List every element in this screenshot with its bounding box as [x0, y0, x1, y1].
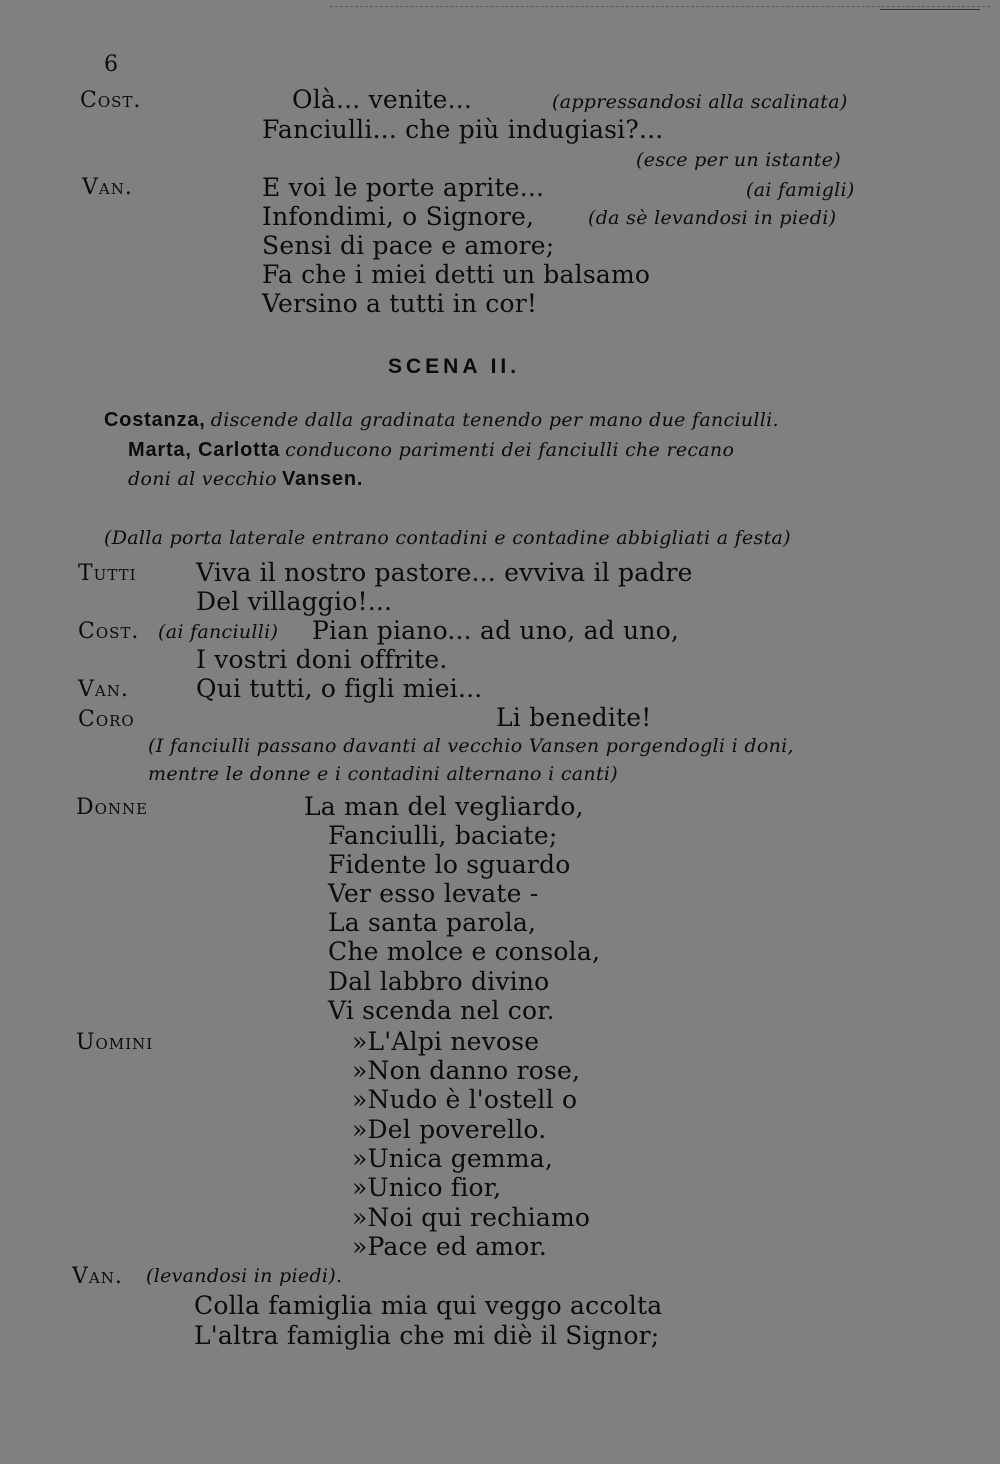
verse-line: Fanciulli, baciate;: [328, 821, 558, 850]
page-number: 6: [104, 52, 118, 77]
stage-direction: (I fanciulli passano davanti al vecchio Vansen porgendogli i doni,: [148, 735, 794, 757]
stage-direction: (levandosi in piedi).: [146, 1265, 343, 1287]
verse-line: »Unico fior,: [352, 1173, 502, 1202]
verse-line: La santa parola,: [328, 908, 537, 937]
stage-direction: doni al vecchio: [128, 468, 277, 490]
verse-line: Fanciulli... che più indugiasi?...: [262, 115, 664, 144]
verse-line: Li benedite!: [496, 703, 652, 732]
stage-direction: conducono parimenti dei fanciulli che recano: [285, 439, 735, 461]
verse-line: Colla famiglia mia qui veggo accolta: [194, 1291, 663, 1320]
stage-direction: mentre le donne e i contadini alternano i canti): [148, 763, 618, 785]
scene-title: SCENA II.: [388, 355, 521, 378]
verse-line: Viva il nostro pastore... evviva il padre: [196, 558, 693, 587]
character-name: Costanza,: [104, 409, 206, 431]
verse-line: Pian piano... ad uno, ad uno,: [312, 616, 680, 645]
verse-line: Dal labbro divino: [328, 967, 550, 996]
stage-direction: discende dalla gradinata tenendo per mano due fanciulli.: [210, 409, 779, 431]
verse-line: »Nudo è l'ostell o: [352, 1085, 578, 1114]
speaker-van: Van.: [72, 1264, 123, 1289]
verse-line: La man del vegliardo,: [304, 792, 584, 821]
speaker-tutti: Tutti: [78, 561, 137, 586]
verse-line: »Non danno rose,: [352, 1056, 581, 1085]
verse-line: »Del poverello.: [352, 1115, 547, 1144]
verse-line: L'altra famiglia che mi diè il Signor;: [194, 1321, 660, 1350]
verse-line: Del villaggio!...: [196, 587, 393, 616]
stage-direction: (da sè levandosi in piedi): [588, 207, 837, 229]
speaker-van: Van.: [82, 175, 133, 200]
character-name: Marta, Carlotta: [128, 439, 281, 461]
verse-line: Olà... venite...: [292, 85, 473, 114]
verse-line: »Noi qui rechiamo: [352, 1203, 591, 1232]
verse-line: »Pace ed amor.: [352, 1232, 547, 1261]
speaker-van: Van.: [78, 677, 129, 702]
stage-direction-line: [128, 469, 363, 489]
speaker-cost: Cost.: [78, 619, 140, 644]
stage-direction: (esce per un istante): [636, 149, 841, 171]
verse-line: Vi scenda nel cor.: [328, 996, 555, 1025]
speaker-uomini: Uomini: [76, 1030, 154, 1055]
verse-line: I vostri doni offrite.: [196, 645, 448, 674]
verse-line: »L'Alpi nevose: [352, 1027, 540, 1056]
speaker-cost: Cost.: [80, 88, 142, 113]
scan-top-edge-line-right: [880, 9, 980, 10]
verse-line: Sensi di pace e amore;: [262, 231, 555, 260]
verse-line: Che molce e consola,: [328, 937, 601, 966]
speaker-coro: Coro: [78, 707, 135, 732]
verse-line: Qui tutti, o figli miei...: [196, 674, 483, 703]
verse-line: Infondimi, o Signore,: [262, 202, 535, 231]
stage-direction: (appressandosi alla scalinata): [552, 91, 848, 113]
stage-direction: (Dalla porta laterale entrano contadini e contadine abbigliati a festa): [104, 527, 791, 549]
character-name: Vansen.: [282, 468, 364, 490]
speaker-donne: Donne: [76, 795, 149, 820]
stage-direction: (ai famigli): [746, 179, 855, 201]
verse-line: Fa che i miei detti un balsamo: [262, 260, 651, 289]
verse-line: Ver esso levate -: [328, 879, 539, 908]
verse-line: Versino a tutti in cor!: [262, 289, 538, 318]
verse-line: »Unica gemma,: [352, 1144, 553, 1173]
verse-line: E voi le porte aprite...: [262, 173, 545, 202]
stage-direction-line: [104, 410, 779, 430]
stage-direction-line: [128, 440, 734, 460]
stage-direction: (ai fanciulli): [158, 621, 279, 643]
verse-line: Fidente lo sguardo: [328, 850, 571, 879]
